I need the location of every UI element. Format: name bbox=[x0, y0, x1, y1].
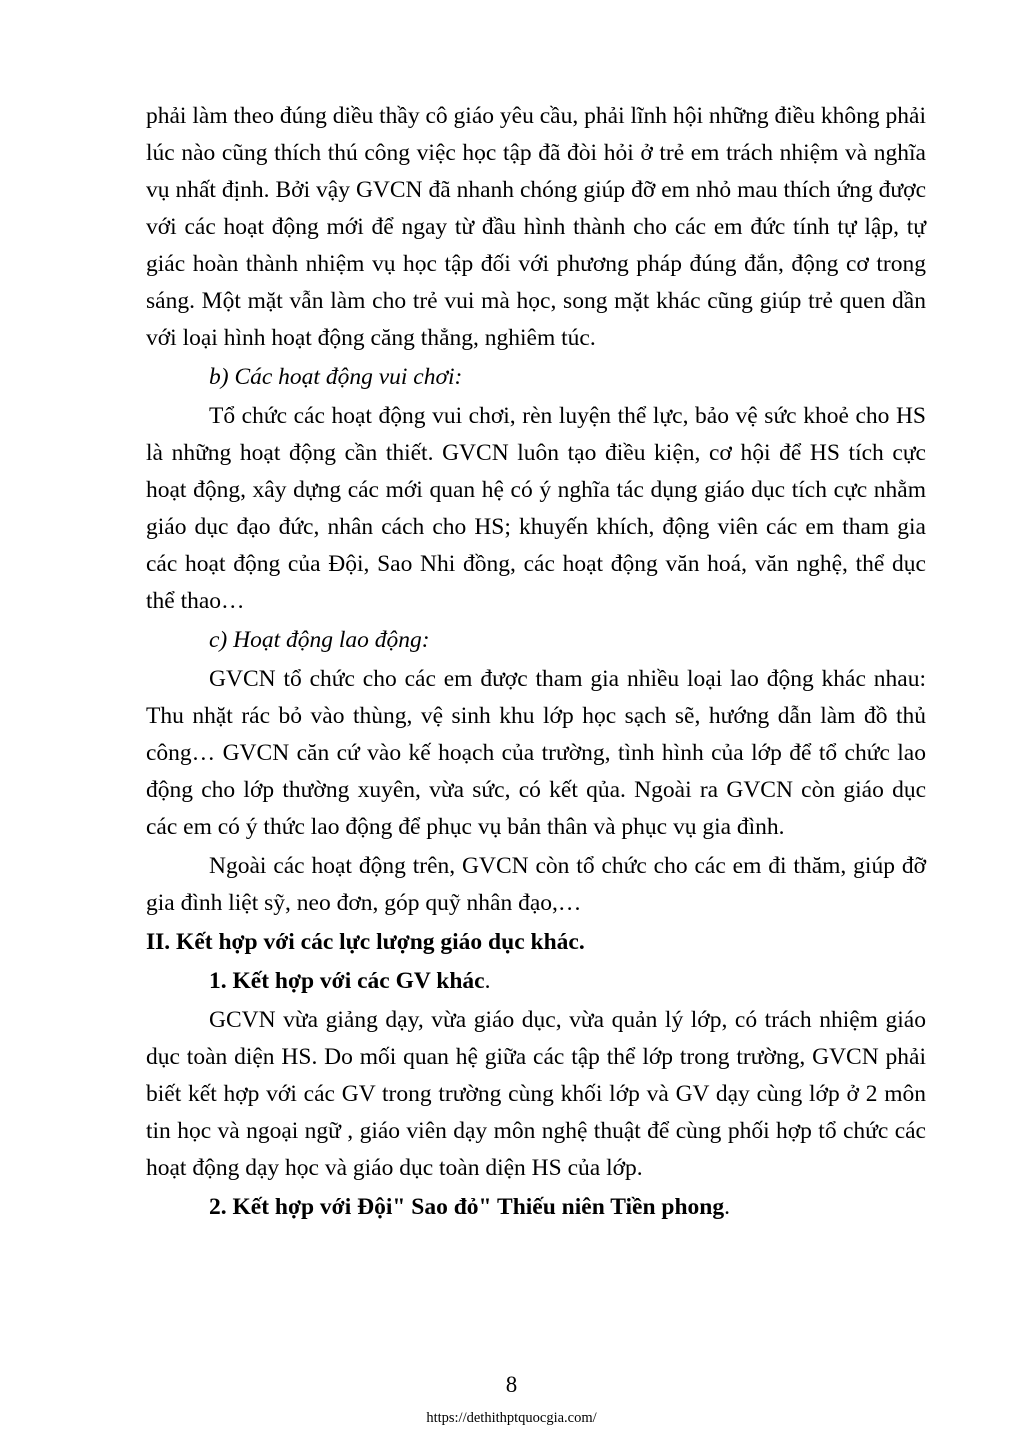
section-1-heading-text: 1. Kết hợp với các GV khác bbox=[209, 968, 485, 994]
section-1-heading-punct: . bbox=[484, 968, 491, 994]
paragraph-continuation: phải làm theo đúng diều thầy cô giáo yêu cầu, phải lĩnh hội những điều không phải lúc nào cũng thích thú công việc học tập đã đòi hỏi ở trẻ em trách nhiệm và nghĩa vụ nhất định. Bởi vậy GVCN đã nhanh chóng giúp đỡ em nhỏ mau thích ứng được với các hoạt động mới để ngay từ đầu hình thành cho các em đức tính tự lập, tự giác hoàn thành nhiệm vụ học tập đối với phương pháp đúng đắn, động cơ trong sáng. Một mặt vẫn làm cho trẻ vui mà học, song mặt khác cũng giúp trẻ quen dần với loại hình hoạt động căng thẳng, nghiêm túc. bbox=[146, 103, 926, 351]
document-body bbox=[146, 98, 926, 1226]
paragraph-other-activities: Ngoài các hoạt động trên, GVCN còn tổ chức cho các em đi thăm, giúp đỡ gia đình liệt sỹ, neo đơn, góp quỹ nhân đạo,… bbox=[146, 853, 926, 916]
paragraph-labor-activities: GVCN tổ chức cho các em được tham gia nhiều loại lao động khác nhau: Thu nhặt rác bỏ vào thùng, vệ sinh khu lớp học sạch sẽ, hướng dẫn làm đồ thủ công… GVCN căn cứ vào kế hoạch của trường, tình hình của lớp để tổ chức lao động cho lớp thường xuyên, vừa sức, có kết qủa. Ngoài ra GVCN còn giáo dục các em có ý thức lao động để phục vụ bản thân và phục vụ gia đình. bbox=[146, 666, 926, 840]
page-number: 8 bbox=[505, 1372, 518, 1397]
section-2-heading bbox=[209, 1189, 926, 1226]
section-2-heading-punct: . bbox=[724, 1194, 730, 1220]
paragraph-teacher-coordination: GCVN vừa giảng dạy, vừa giáo dục, vừa quản lý lớp, có trách nhiệm giáo dục toàn diện HS. Do mối quan hệ giữa các tập thể lớp trong trường, GVCN phải biết kết hợp với các GV trong trường cùng khối lớp và GV dạy cùng lớp ở 2 môn tin học và ngoại ngữ , giáo viên dạy môn nghệ thuật để cùng phối hợp tổ chức các hoạt động dạy học và giáo dục toàn diện HS của lớp. bbox=[146, 1007, 926, 1181]
section-ii-heading: II. Kết hợp với các lực lượng giáo dục khác. bbox=[146, 929, 585, 955]
subsection-b-title: b) Các hoạt động vui chơi: bbox=[209, 364, 463, 390]
section-2-heading-text: 2. Kết hợp với Đội" Sao đỏ" Thiếu niên Tiền phong bbox=[209, 1194, 725, 1220]
subsection-c-title: c) Hoạt động lao động: bbox=[209, 627, 430, 653]
paragraph-play-activities: Tổ chức các hoạt động vui chơi, rèn luyện thể lực, bảo vệ sức khoẻ cho HS là những hoạt động cần thiết. GVCN luôn tạo điều kiện, cơ hội để HS tích cực hoạt động, xây dựng các mới quan hệ có ý nghĩa tác dụng giáo dục tích cực nhằm giáo dục đạo đức, nhân cách cho HS; khuyến khích, động viên các em tham gia các hoạt động của Đội, Sao Nhi đồng, các hoạt động văn hoá, văn nghệ, thể dục thể thao… bbox=[146, 403, 926, 614]
footer-url: https://dethithptquocgia.com/ bbox=[426, 1410, 597, 1426]
section-1-heading bbox=[209, 963, 926, 1000]
